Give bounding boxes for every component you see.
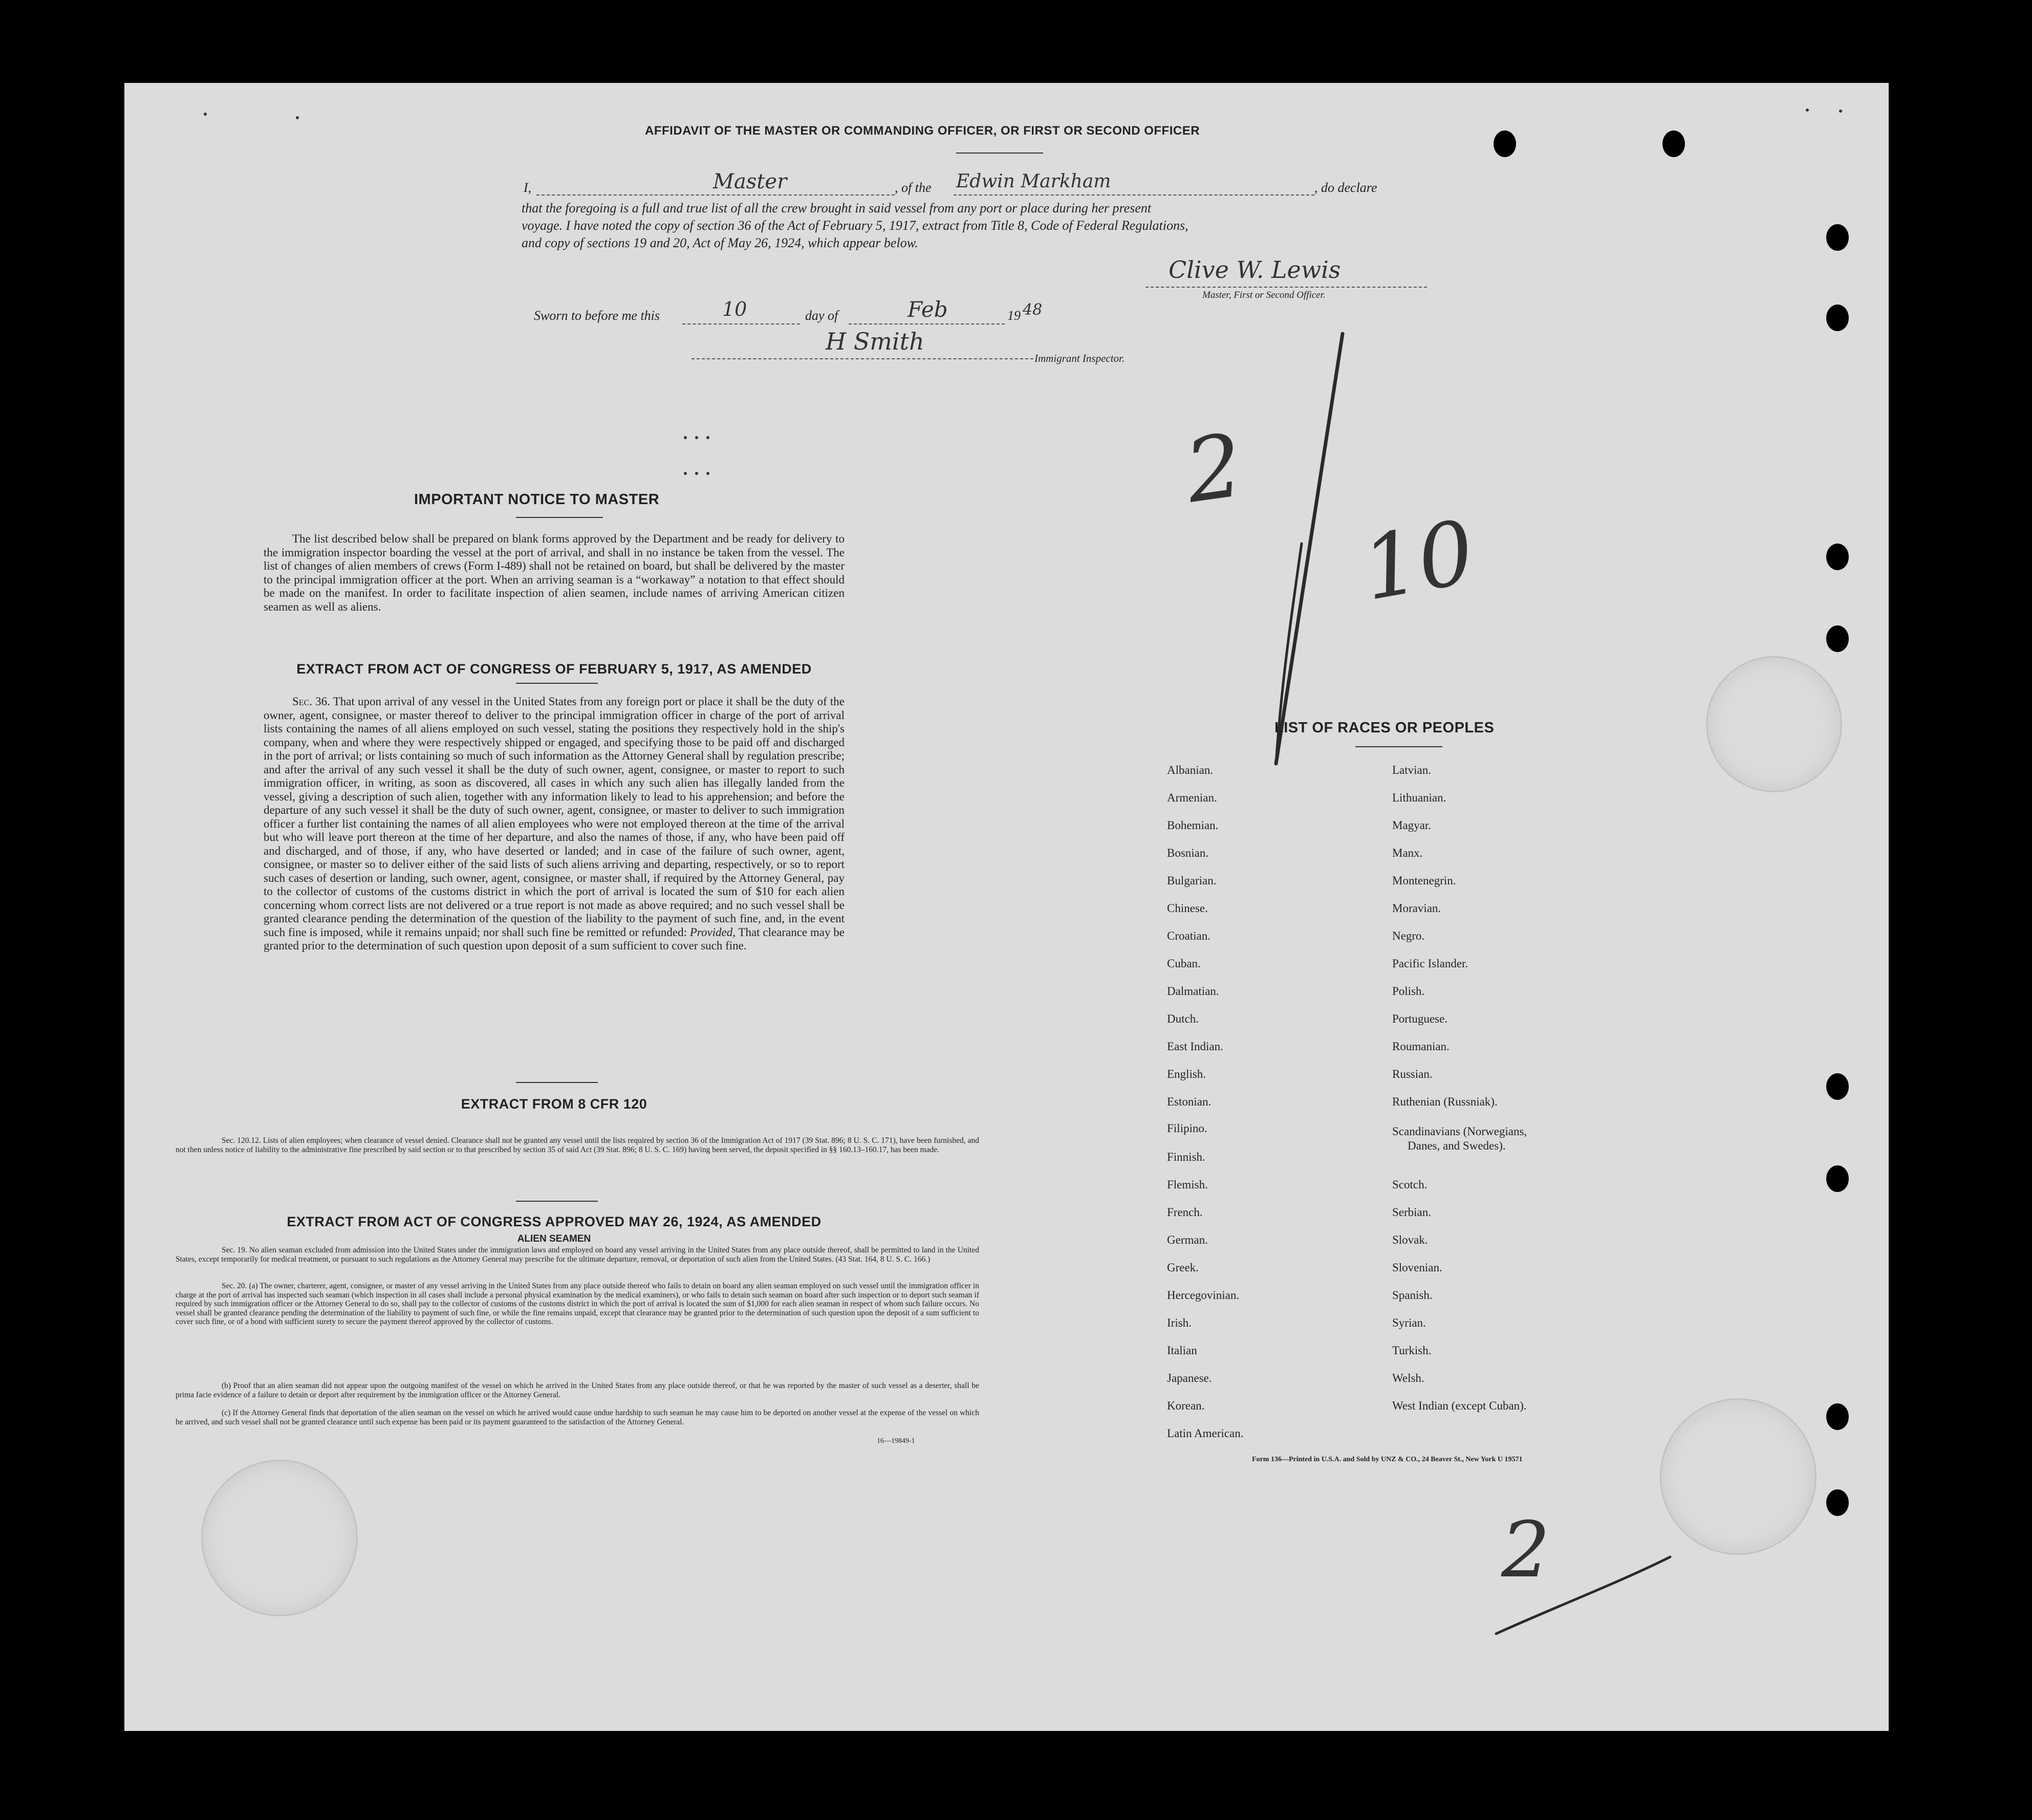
- race-item: Albanian.: [1167, 764, 1214, 776]
- of-the-label: , of the: [895, 180, 932, 195]
- embossed-seal: [201, 1460, 358, 1616]
- race-item: Croatian.: [1167, 929, 1210, 942]
- punch-hole: [1826, 625, 1849, 652]
- handwritten-underline: [1491, 1542, 1675, 1644]
- race-item: Spanish.: [1392, 1289, 1433, 1302]
- form-footer: Form 136—Printed in U.S.A. and Sold by UNZ & CO., 24 Beaver St., New York U 19571: [1252, 1456, 1523, 1463]
- signature-caption: Master, First or Second Officer.: [1202, 290, 1326, 300]
- extract-1917-title: EXTRACT FROM ACT OF CONGRESS OF FEBRUARY 5, 1917, AS AMENDED: [296, 661, 812, 677]
- punch-hole: [1494, 131, 1516, 157]
- race-item: Russian.: [1392, 1068, 1433, 1080]
- race-item: Irish.: [1167, 1316, 1192, 1329]
- notice-text: The list described below shall be prepared on blank forms approved by the Department and be ready for delivery to the immigration inspector boarding the vessel at the port of arrival, and shall in no instance be taken from the vessel. The list of changes of alien members of crews (Form I-489) shall not be retained on board, but shall be delivered by the master to the principal immigration officer at the port. When an arriving seaman is a “workaway” a notation to that effect should be made on the manifest. In order to facilitate inspection of alien seamen, include names of arriving American citizen seamen as well as aliens.: [264, 532, 845, 613]
- master-value: Master: [713, 170, 787, 193]
- punch-hole: [1826, 1489, 1849, 1516]
- race-item: Welsh.: [1392, 1372, 1424, 1384]
- extract-1924-sec20c: (c) If the Attorney General finds that deportation of the alien seaman on the vessel on which he arrived would cause undue hardship to such seaman he may cause him to be deported on another vessel at the expense of the vessel on which he arrived, and such vessel shall not be granted clearance until such expense has been paid or its payment guaranteed to the satisfaction of the Attorney General.: [176, 1409, 979, 1426]
- punch-hole: [1826, 544, 1849, 570]
- fraction-numerator: 2: [1179, 415, 1249, 523]
- race-item: East Indian.: [1167, 1040, 1223, 1053]
- extract-1924-sec20a: Sec. 20. (a) The owner, charterer, agent, consignee, or master of any vessel arriving in the United States from any place outside thereof who fails to detain on board any alien seaman employed on such vessel until the immigration officer in charge at the port of arrival has inspected such seaman (which inspection in all cases shall include a personal physical examination by the medical examiners), or who fails to detain such seaman on board after such inspection or to deport such seaman if required by such immigration officer or the Attorney General to do so, shall pay to the collector of customs of the customs district in which the port of arrival is located the sum of $1,000 for each alien seaman in respect of whom such failure occurs. No vessel shall be granted clearance pending the determination of the liability to payment of such fine, or while the fine remains unpaid, except that clearance may be granted prior to the determination of such question upon the deposit of a sum sufficient to cover such fine, or of a bond with sufficient surety to secure the payment thereof approved by the collector of customs.: [176, 1282, 979, 1326]
- race-item: Dutch.: [1167, 1012, 1199, 1025]
- race-item: Bohemian.: [1167, 819, 1219, 832]
- master-signature: Clive W. Lewis: [1169, 256, 1341, 284]
- race-item: Finnish.: [1167, 1151, 1205, 1163]
- inspector-signature: H Smith: [826, 328, 924, 355]
- race-item: Hercegovinian.: [1167, 1289, 1240, 1302]
- race-item: Dalmatian.: [1167, 985, 1219, 998]
- race-item: Scotch.: [1392, 1178, 1428, 1191]
- handwritten-page-number: 2: [1501, 1506, 1550, 1595]
- punch-hole: [1826, 1403, 1849, 1430]
- race-item: West Indian (except Cuban).: [1392, 1399, 1527, 1412]
- extract-1917-text: Sec. 36. That upon arrival of any vessel in the United States from any foreign port or place it shall be the duty of the owner, agent, consignee, or master thereof to deliver to the principal immigration officer in charge of the port of arrival lists containing the names of all aliens employed on such vessel, stating the positions they respectively hold in the ship's company, when and where they were respectively shipped or engaged, and specifying those to be paid off and discharged in the port of arrival; or lists containing so much of such information as the Attorney General shall by regulation prescribe; and after the arrival of any such vessel it shall be the duty of such owner, agent, consignee, or master to report to such immigration officer, in writing, as soon as discovered, all cases in which any such alien has illegally landed from the vessel, giving a description of such alien, together with any information likely to lead to his apprehension; and before the departure of any such vessel it shall be the duty of such owner, agent, consignee, or master to deliver to such immigration officer a further list containing the names of all alien employees who were not employed thereon at the time of the arrival but who will leave port thereon at the time of her departure, and also the names of those, if any, who have been paid off and discharged, and of those, if any, who have deserted or landed; and in case of the failure of such owner, agent, consignee, or master so to deliver either of the said lists of such aliens arriving and departing, respectively, or so to report such cases of desertion or landing, such owner, agent, consignee, or master shall, if required by the Attorney General, pay to the collector of customs of the customs district in which the port of arrival is located the sum of $10 for each alien concerning whom correct lists are not delivered or a true report is not made as above required; and no such vessel shall be granted clearance pending the determination of the question of the liability to the payment of such fine, and, in the event such fine is imposed, while it remains unpaid; nor shall such fine be remitted or refunded: Provided, That clearance may be granted prior to the determination of such question upon deposit of a sum sufficient to cover such fine.: [264, 695, 845, 952]
- affidavit-body: that the foregoing is a full and true list of all the crew brought in said vessel from any port or place during her present voyage. I have noted the copy of section 36 of the Act of February 5, 1917, extract from Title 8, Code of Federal Regulations, and copy of sections 19 and 20, Act of May 26, 1924, which appear below.: [522, 201, 1188, 250]
- embossed-seal: [1706, 656, 1842, 792]
- do-declare-label: , do declare: [1314, 180, 1377, 195]
- year-prefix: 19: [1007, 308, 1021, 323]
- race-item: Latin American.: [1167, 1427, 1244, 1440]
- race-item: Cuban.: [1167, 957, 1201, 970]
- race-item: Manx.: [1392, 847, 1423, 859]
- sworn-year-value: 48: [1023, 301, 1043, 319]
- race-item: Magyar.: [1392, 819, 1432, 832]
- race-item: Bosnian.: [1167, 847, 1209, 859]
- race-item: Portuguese.: [1392, 1012, 1447, 1025]
- race-item: Slovak.: [1392, 1233, 1428, 1246]
- race-item: Polish.: [1392, 985, 1425, 998]
- race-item: Armenian.: [1167, 791, 1217, 804]
- sworn-month-value: Feb: [907, 297, 948, 322]
- punch-hole: [1826, 1165, 1849, 1192]
- race-item: Korean.: [1167, 1399, 1205, 1412]
- punch-hole: [1826, 224, 1849, 251]
- sworn-day-value: 10: [722, 298, 747, 320]
- race-item: Italian: [1167, 1344, 1197, 1357]
- race-item: Pacific Islander.: [1392, 957, 1468, 970]
- race-item: French.: [1167, 1206, 1203, 1219]
- extract-1924-code: 16—19849-1: [877, 1437, 915, 1445]
- sworn-label: Sworn to before me this: [534, 308, 660, 323]
- race-item: Turkish.: [1392, 1344, 1432, 1357]
- extract-1924-title: EXTRACT FROM ACT OF CONGRESS APPROVED MAY 26, 1924, AS AMENDED: [287, 1214, 822, 1229]
- inspector-caption: Immigrant Inspector.: [1034, 352, 1125, 364]
- race-item: Bulgarian.: [1167, 874, 1217, 887]
- extract-1924-subtitle: ALIEN SEAMEN: [517, 1233, 591, 1244]
- race-item: Flemish.: [1167, 1178, 1208, 1191]
- race-item: Negro.: [1392, 929, 1425, 942]
- affidavit-i-label: I,: [524, 180, 532, 195]
- race-item: Roumanian.: [1392, 1040, 1450, 1053]
- race-item: Ruthenian (Russniak).: [1392, 1095, 1498, 1108]
- document-page: AFFIDAVIT OF THE MASTER OR COMMANDING OFFICER, OR FIRST OR SECOND OFFICER I, Master , of the Edwin Markham , do declare that the foregoing is a full and true list of all the crew brought in said vessel from any port or place during her present voyage. I have noted the copy of section 36 of the Act of February 5, 1917, extract from Title 8, Code of Federal Regulations, and copy of sections 19 and 20, Act of May 26, 1924, which appear below. Clive W. Lewis Master, First or Second Officer. Sworn to before me this 10 day of Feb 19 48 H Smith Immigrant Inspector. 2 10 IMPORTANT NOTICE TO MASTER The list described below shall be prepared on blank forms approved by the Department and be ready for delivery to the immigration inspector boarding the vessel at the port of arrival, and shall in no instance be taken from the vessel. The list of changes of alien members of crews (Form I-489) shall not be retained on board, but shall be delivered by the master to the principal immigration officer at the port. When an arriving seaman is a “workaway” a notation to that effect should be made on the manifest. In order to facilitate inspection of alien seamen, include names of arriving American citizen seamen as well as aliens. EXTRACT FROM ACT OF CONGRESS OF FEBRUARY 5, 1917, AS AMENDED Sec. 36. That upon arrival of any vessel in the United States from any foreign port or place it shall be the duty of the owner, agent, consignee, or master thereof to deliver to the principal immigration officer in charge of the port of arrival lists containing the names of all aliens employed on such vessel, stating the positions they respectively hold in the ship's company, when and where they were respectively shipped or engaged, and specifying those to be paid off and discharged in the port of arrival; or lists containing so much of such information as the Attorney General shall by regulation prescribe; and after the arrival of any such vessel it shall be the duty of such owner, agent, consignee, or master to report to such immigration officer, in writing, as soon as discovered, all cases in which any such alien has illegally landed from the vessel, giving a description of such alien, together with any information likely to lead to his apprehension; and before the departure of any such vessel it shall be the duty of such owner, agent, consignee, or master to deliver to such immigration officer a further list containing the names of all alien employees who were not employed thereon at the time of the arrival but who will leave port thereon at the time of her departure, and also the names of those, if any, who have been paid off and discharged, and of those, if any, who have deserted or landed; and in case of the failure of such owner, agent, consignee, or master so to deliver either of the said lists of such aliens arriving and departing, respectively, or so to report such cases of desertion or landing, such owner, agent, consignee, or master shall, if required by the Attorney General, pay to the collector of customs of the customs district in which the port of arrival is located the sum of $10 for each alien concerning whom correct lists are not delivered or a true report is not made as above required; and no such vessel shall be granted clearance pending the determination of the question of the liability to the payment of such fine, and, in the event such fine is imposed, while it remains unpaid; nor shall such fine be remitted or refunded: Provided, That clearance may be granted prior to the determination of such question upon deposit of a sum sufficient to cover such fine. EXTRACT FROM 8 CFR 120 Sec. 120.12. Lists of alien employees; when clearance of vessel denied. Clearance shall not be granted any vessel until the lists required by section 36 of the Immigration Act of 1917 (39 Stat. 896; 8 U. S. C. 171), have been furnished, and not then unless notice of liability to the administrative fine prescribed by said section or to that prescribed by section 35 of said Act (39 Stat. 896; 8 U. S. C. 169) having been served, the deposit specified in §§ 160.13–160.17, has been made. EXTRACT FROM ACT OF CONGRESS APPROVED MAY 26, 1924, AS AMENDED ALIEN SEAMEN Sec. 19. No alien seaman excluded from admission into the United States under the immigration laws and employed on board any vessel arriving in the United States from any place outside thereof, shall be permitted to land in the United States, except temporarily for medical treatment, or pursuant to such regulations as the Attorney General may prescribe for the ultimate departure, removal, or deportation of such alien from the United States. (43 Stat. 164, 8 U. S. C. 166.) Sec. 20. (a) The owner, charterer, agent, consignee, or master of any vessel arriving in the United States from any place outside thereof who fails to detain on board any alien seaman employed on such vessel until the immigration officer in charge at the port of arrival has inspected such seaman (which inspection in all cases shall include a personal physical examination by the medical examiners), or who fails to detain such seaman on board after such inspection or to deport such seaman if required by such immigration officer or the Attorney General to do so, shall pay to the collector of customs of the customs district in which the port of arrival is located the sum of $1,000 for each alien seaman in respect of whom such failure occurs. No vessel shall be granted clearance pending the determination of the liability to payment of such fine, or while the fine remains unpaid, except that clearance may be granted prior to the determination of such question upon the deposit of a sum sufficient to cover such fine, or of a bond with sufficient surety to secure the payment thereof approved by the collector of customs. (b) Proof that an alien seaman did not appear upon the outgoing manifest of the vessel on which he arrived in the United States from any place outside thereof, or that he was reported by the master of such vessel as a deserter, shall be prima facie evidence of a failure to detain or deport after requirement by the immigration officer or the Attorney General. (c) If the Attorney General finds that deportation of the alien seaman on the vessel on which he arrived would cause undue hardship to such seaman he may cause him to be deported on another vessel at the expense of the vessel on which he arrived, and such vessel shall not be granted clearance until such expense has been paid or its payment guaranteed to the satisfaction of the Attorney General. 16—19849-1 LIST OF RACES OR PEOPLES Albanian. Armenian. Bohemian. Bosnian. Bulgarian. Chinese. Croatian. Cuban. Dalmatian. Dutch. East Indian. English. Estonian. Filipino. Finnish. Flemish. French. German. Greek. Hercegovinian. Irish. Italian Japanese. Korean. Latin American. Latvian. Lithuanian. Magyar. Manx. Montenegrin. Moravian. Negro. Pacific Islander. Polish. Portuguese. Roumanian. Russian. Ruthenian (Russniak). Scandinavians (Norwegians, Danes, and Swedes). Scotch. Serbian. Slovak. Slovenian. Spanish. Syrian. Turkish. Welsh. West Indian (except Cuban). Form 136—Printed in U.S.A. and Sold by UNZ & CO., 24 Beaver St., New York U 19571 2: [124, 83, 1889, 1731]
- embossed-seal: [1660, 1398, 1817, 1555]
- race-item: Scandinavians (Norwegians,: [1392, 1125, 1527, 1138]
- punch-hole: [1826, 1073, 1849, 1100]
- notice-title: IMPORTANT NOTICE TO MASTER: [414, 491, 660, 508]
- race-item: Japanese.: [1167, 1372, 1212, 1384]
- race-item: Serbian.: [1392, 1206, 1432, 1219]
- extract-1924-sec20b: (b) Proof that an alien seaman did not appear upon the outgoing manifest of the vessel on which he arrived in the United States from any place outside thereof, or that he was reported by the master of such vessel as a deserter, shall be prima facie evidence of a failure to detain or deport after requirement by the immigration officer or the Attorney General.: [176, 1381, 979, 1399]
- race-item: Syrian.: [1392, 1316, 1426, 1329]
- day-of-label: day of: [805, 308, 838, 323]
- race-item: Chinese.: [1167, 902, 1208, 915]
- race-item-continued: Danes, and Swedes).: [1408, 1139, 1506, 1152]
- race-item: Lithuanian.: [1392, 791, 1446, 804]
- punch-hole: [1662, 131, 1685, 157]
- race-item: Montenegrin.: [1392, 874, 1456, 887]
- fraction-denominator: 10: [1355, 501, 1482, 621]
- cfr-text: Sec. 120.12. Lists of alien employees; when clearance of vessel denied. Clearance shall not be granted any vessel until the lists required by section 36 of the Immigration Act of 1917 (39 Stat. 896; 8 U. S. C. 171), have been furnished, and not then unless notice of liability to the administrative fine prescribed by said section or to that prescribed by section 35 of said Act (39 Stat. 896; 8 U. S. C. 169) having been served, the deposit specified in §§ 160.13–160.17, has been made.: [176, 1136, 979, 1154]
- extract-1924-sec19: Sec. 19. No alien seaman excluded from admission into the United States under the immigration laws and employed on board any vessel arriving in the United States from any place outside thereof, shall be permitted to land in the United States, except temporarily for medical treatment, or pursuant to such regulations as the Attorney General may prescribe for the ultimate departure, removal, or deportation of such alien from the United States. (43 Stat. 164, 8 U. S. C. 166.): [176, 1246, 979, 1264]
- race-item: German.: [1167, 1233, 1208, 1246]
- vessel-name-value: Edwin Markham: [956, 171, 1111, 192]
- race-item: Moravian.: [1392, 902, 1441, 915]
- race-item: Slovenian.: [1392, 1261, 1442, 1274]
- race-item: English.: [1167, 1068, 1206, 1080]
- punch-hole: [1826, 305, 1849, 331]
- race-item: Latvian.: [1392, 764, 1431, 776]
- race-item: Greek.: [1167, 1261, 1199, 1274]
- races-title: LIST OF RACES OR PEOPLES: [1274, 720, 1495, 736]
- cfr-title: EXTRACT FROM 8 CFR 120: [461, 1096, 647, 1112]
- race-item: Filipino.: [1167, 1122, 1207, 1135]
- race-item: Estonian.: [1167, 1095, 1212, 1108]
